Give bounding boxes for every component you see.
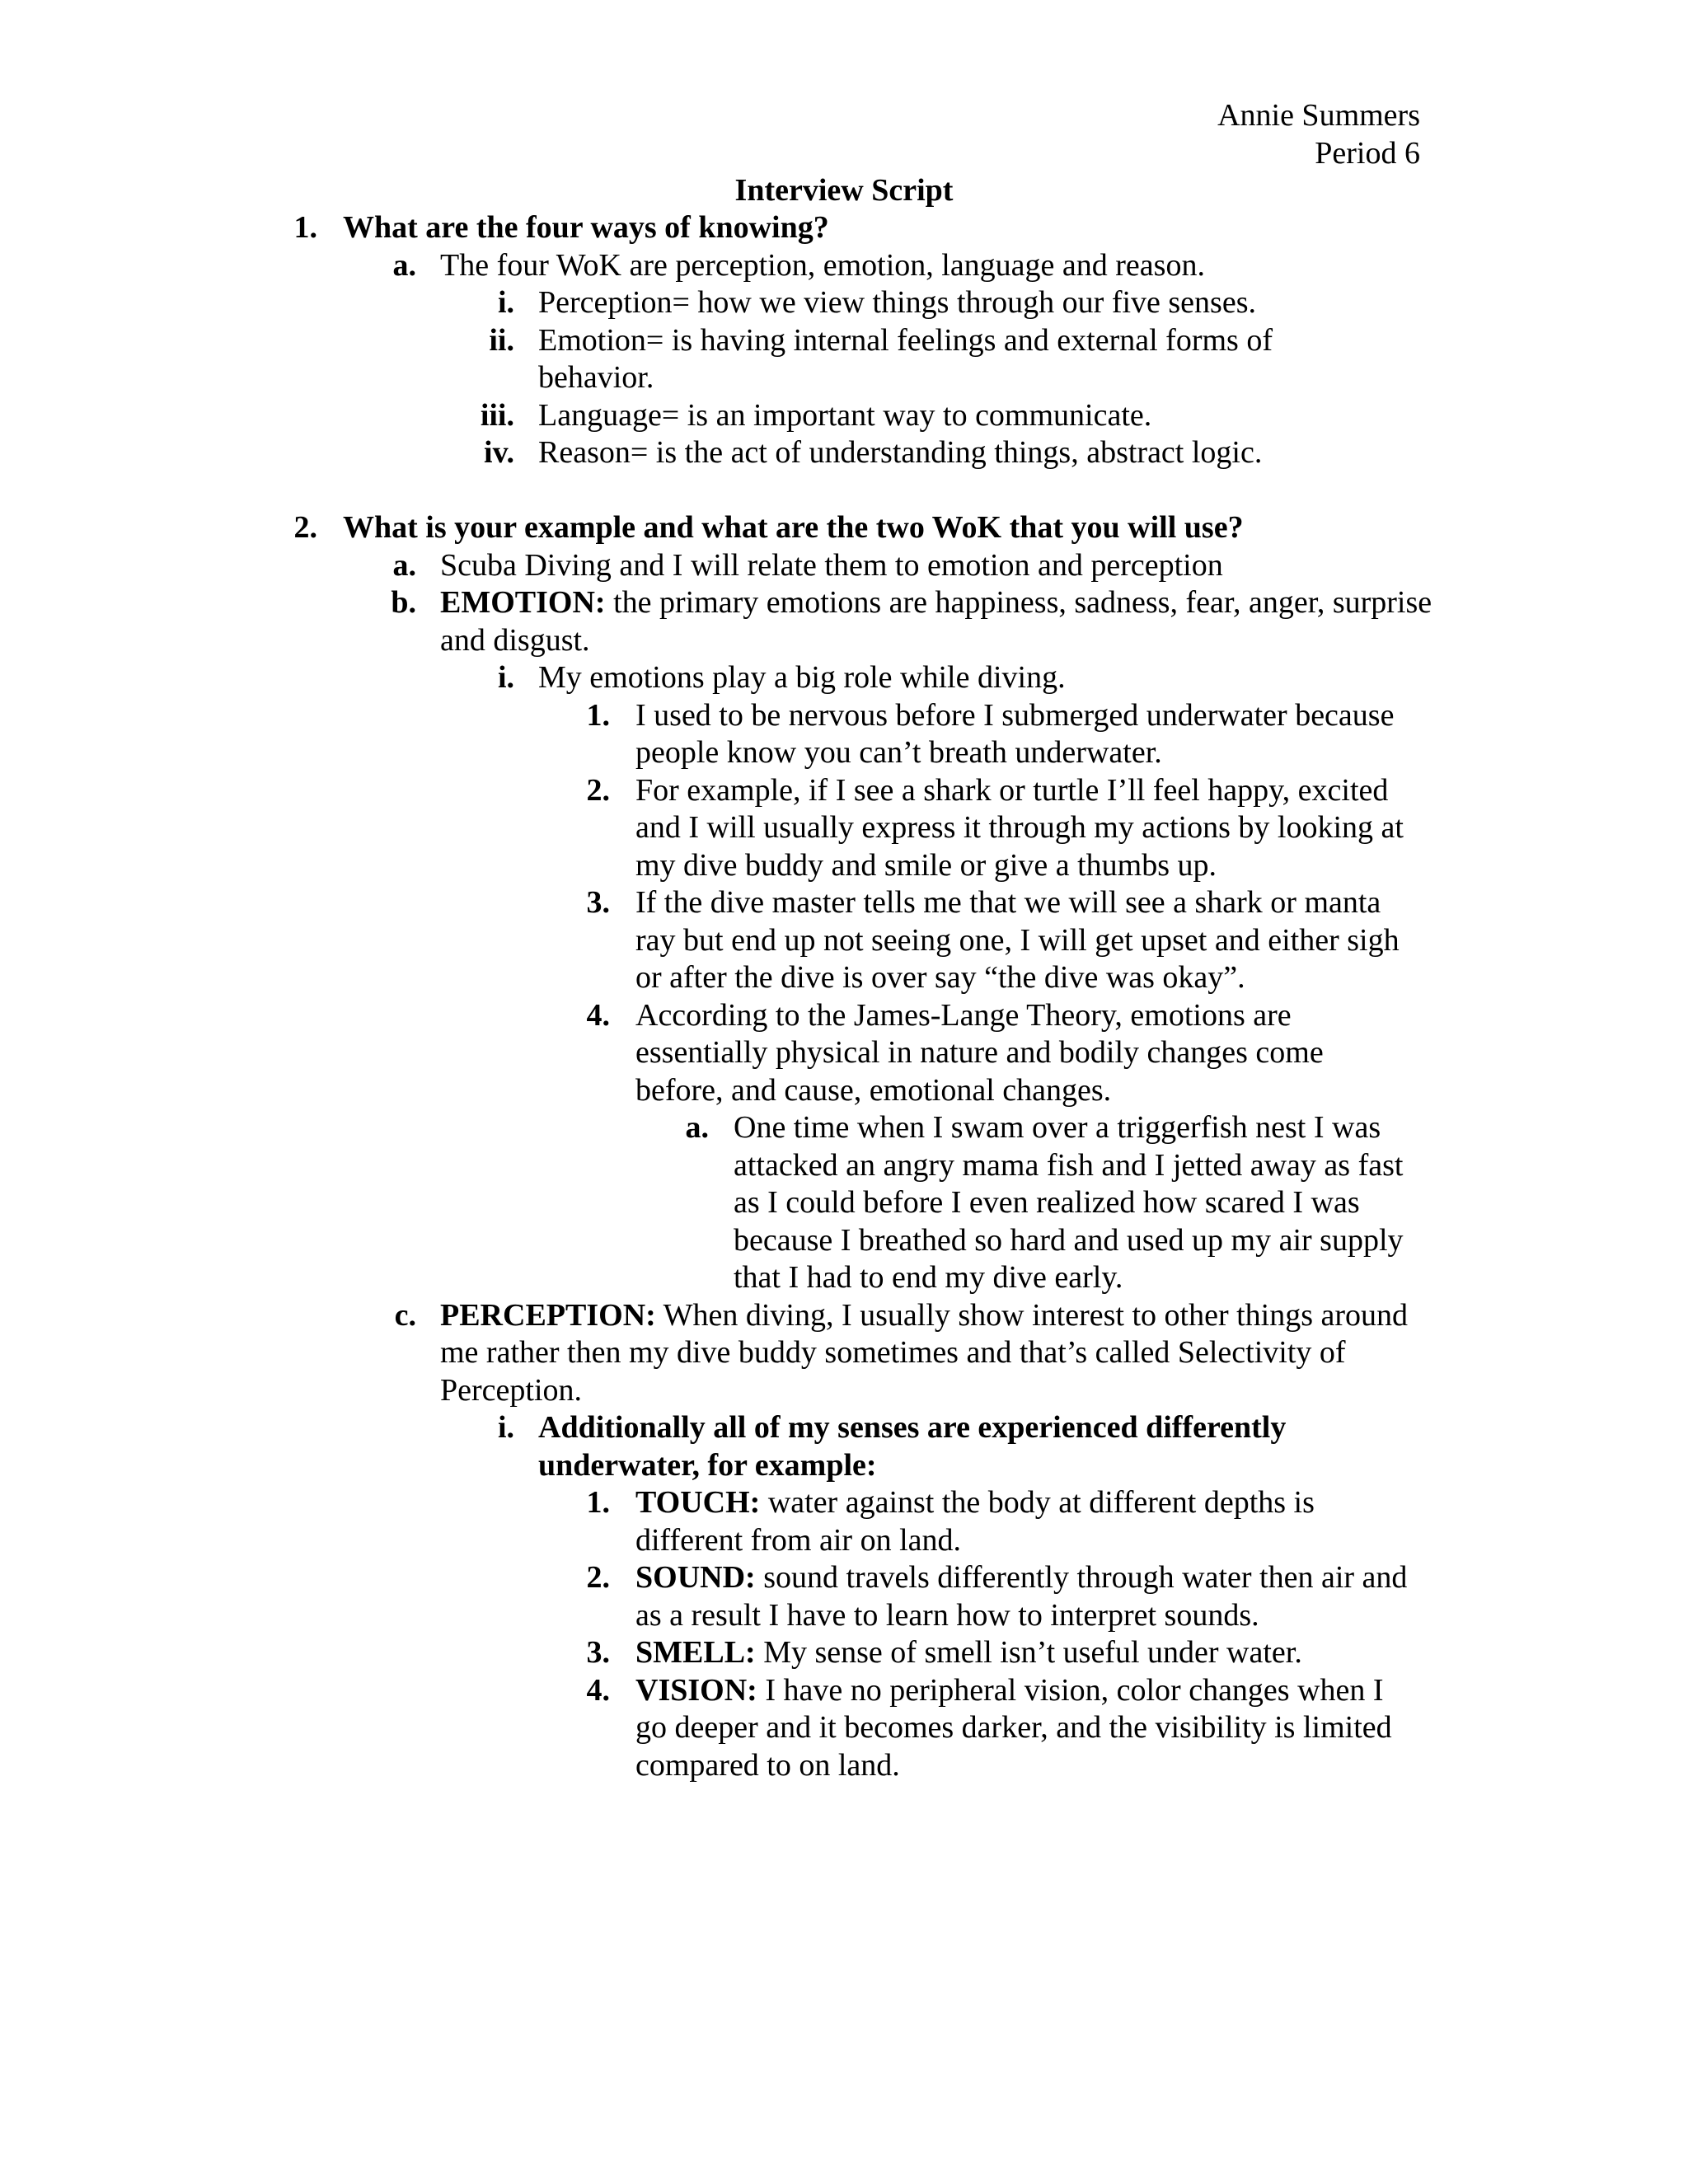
question-text: What is your example and what are the two WoK that you will use? — [343, 510, 1244, 545]
list-item-text: My emotions play a big role while diving. — [538, 660, 1066, 695]
question-2 — [0, 509, 1688, 547]
perception-label: PERCEPTION: — [440, 1297, 656, 1333]
q2-c-i-item-4 — [0, 1672, 1688, 1785]
vision-label: VISION: — [635, 1672, 757, 1708]
q2-b-i-item-1 — [0, 697, 1688, 772]
list-item-text — [635, 1559, 1416, 1634]
list-marker: a. — [392, 547, 416, 583]
class-period: Period 6 — [1315, 135, 1420, 171]
list-marker: 1. — [586, 697, 610, 733]
spacer — [0, 472, 1688, 510]
list-item-text: One time when I swam over a triggerfish nest I was attacked an angry mama fish and I jetted away as fast as I could before I even realized how scared I was because I breathed so hard and used up my air supply that I had to end my dive early. — [734, 1110, 1404, 1295]
list-marker: a. — [685, 1110, 709, 1145]
q2-b-i-4-item-a — [0, 1109, 1688, 1297]
q1-a-item-i — [0, 284, 1688, 322]
q2-c-i-item-2 — [0, 1559, 1688, 1634]
q2-item-a — [0, 547, 1688, 585]
list-item-text — [635, 1634, 1416, 1672]
list-marker: iii. — [480, 397, 514, 433]
touch-label: TOUCH: — [635, 1485, 761, 1520]
list-item-text: Language= is an important way to communicate. — [538, 397, 1152, 433]
outline-list — [0, 209, 1688, 1784]
list-item-text — [635, 1484, 1416, 1559]
list-marker: 2. — [293, 510, 317, 545]
sound-label: SOUND: — [635, 1560, 756, 1595]
list-marker: ii. — [489, 322, 514, 358]
vision-text: I have no peripheral vision, color changes when I go deeper and it becomes darker, and the visibility is limited compared to on land. — [635, 1672, 1392, 1783]
sound-text: sound travels differently through water then air and as a result I have to learn how to interpret sounds. — [635, 1560, 1408, 1633]
list-item-text: If the dive master tells me that we will see a shark or manta ray but end up not seeing one, I will get upset and either sigh or after the dive is over say “the dive was okay”. — [635, 885, 1400, 995]
question-text: What are the four ways of knowing? — [343, 210, 829, 245]
q2-c-i-item-3 — [0, 1634, 1688, 1672]
q1-a-item-iii — [0, 397, 1688, 435]
list-marker: iv. — [484, 435, 514, 470]
list-marker: 1. — [293, 210, 317, 245]
list-marker: c. — [394, 1297, 416, 1333]
list-marker: 1. — [586, 1485, 610, 1520]
q1-item-a — [0, 247, 1688, 285]
list-item-text: According to the James-Lange Theory, emotions are essentially physical in nature and bodily changes come before, and cause, emotional changes. — [635, 997, 1324, 1108]
emotion-text: the primary emotions are happiness, sadness, fear, anger, surprise and disgust. — [440, 585, 1432, 658]
list-marker: 4. — [586, 997, 610, 1033]
list-item-text — [440, 584, 1441, 659]
list-item-text: I used to be nervous before I submerged underwater because people know you can’t breath underwater. — [635, 697, 1395, 770]
q2-b-i-item-4 — [0, 997, 1688, 1110]
author-name: Annie Summers — [1217, 98, 1420, 133]
emotion-label: EMOTION: — [440, 585, 606, 620]
list-marker: 2. — [586, 1560, 610, 1595]
q2-item-b — [0, 584, 1688, 659]
list-item-text: Reason= is the act of understanding things, abstract logic. — [538, 435, 1263, 470]
list-item-text: The four WoK are perception, emotion, language and reason. — [440, 247, 1205, 283]
q1-a-item-iv — [0, 434, 1688, 472]
question-1 — [0, 209, 1688, 247]
q2-item-c — [0, 1297, 1688, 1410]
smell-text: My sense of smell isn’t useful under water. — [755, 1635, 1302, 1670]
list-item-text: Additionally all of my senses are experienced differently underwater, for example: — [538, 1410, 1287, 1483]
touch-text: water against the body at different depths is different from air on land. — [635, 1485, 1315, 1558]
header-block — [1217, 97, 1420, 172]
list-marker: i. — [497, 285, 514, 320]
q1-a-item-ii — [0, 322, 1688, 397]
list-item-text — [635, 1672, 1416, 1785]
list-item-text — [440, 1297, 1441, 1410]
q2-c-i-item-1 — [0, 1484, 1688, 1559]
list-item-text: Perception= how we view things through our five senses. — [538, 285, 1256, 320]
list-marker: a. — [392, 247, 416, 283]
list-item-text: For example, if I see a shark or turtle I’ll feel happy, excited and I will usually express it through my actions by looking at my dive buddy and smile or give a thumbs up. — [635, 772, 1404, 883]
list-marker: 3. — [586, 885, 610, 920]
q2-c-item-i — [0, 1409, 1688, 1484]
q2-b-item-i — [0, 659, 1688, 697]
list-item-text: Emotion= is having internal feelings and external forms of behavior. — [538, 322, 1273, 395]
page-title: Interview Script — [734, 173, 954, 208]
list-marker: 4. — [586, 1672, 610, 1708]
list-marker: b. — [391, 585, 416, 620]
list-marker: i. — [497, 660, 514, 695]
list-marker: i. — [497, 1410, 514, 1445]
q2-b-i-item-3 — [0, 884, 1688, 997]
smell-label: SMELL: — [635, 1635, 756, 1670]
list-marker: 3. — [586, 1635, 610, 1670]
perception-text: When diving, I usually show interest to other things around me rather then my dive buddy sometimes and that’s called Selectivity of Perception. — [440, 1297, 1409, 1408]
q2-b-i-item-2 — [0, 772, 1688, 885]
list-item-text: Scuba Diving and I will relate them to emotion and perception — [440, 547, 1223, 583]
list-marker: 2. — [586, 772, 610, 808]
